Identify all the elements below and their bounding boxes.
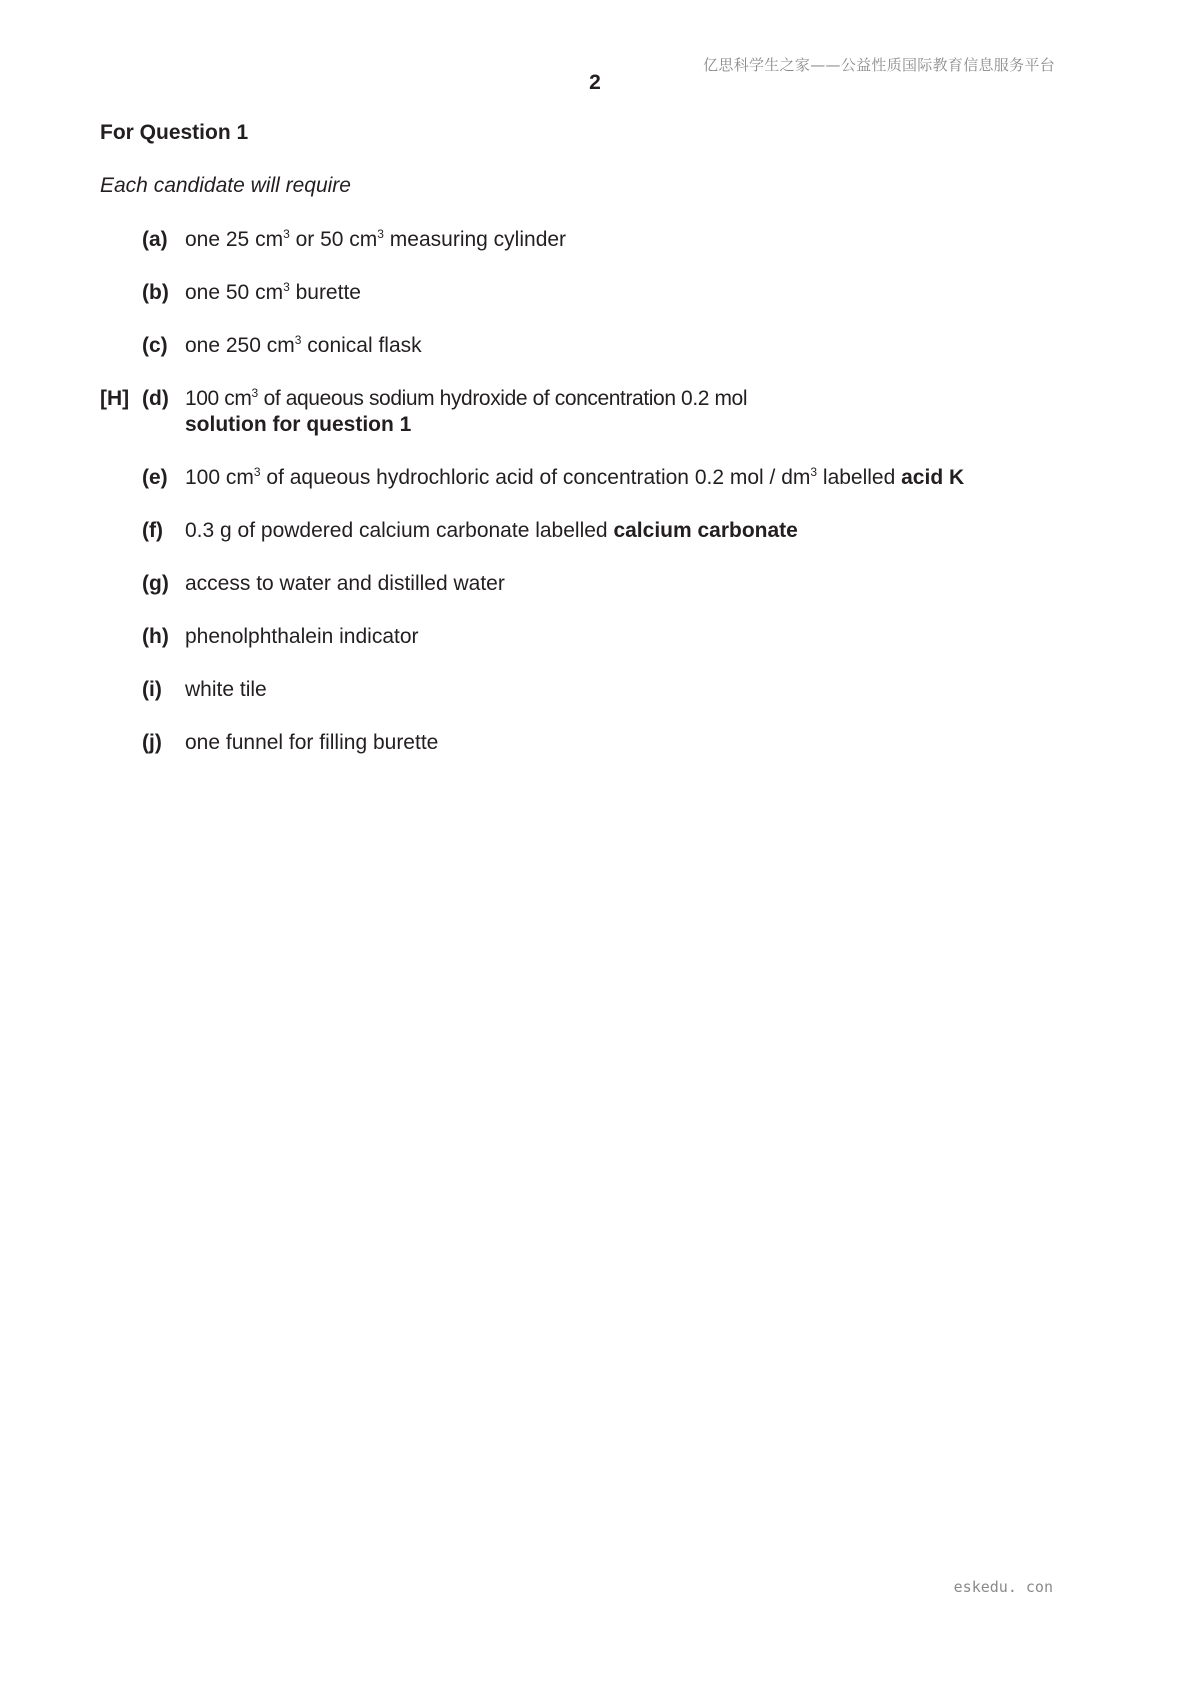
item-letter: (i) bbox=[142, 678, 162, 701]
item-text: 100 $cm^3$ of aqueous hydrochloric acid of concentration 0.2 mol / $dm^3$ labelled acid K bbox=[185, 465, 965, 489]
item-text: access to water and distilled water bbox=[185, 572, 505, 595]
intro-text: Each candidate will require bbox=[100, 174, 351, 197]
item-text: 0.3 g of powdered calcium carbonate labelled calcium carbonate bbox=[185, 519, 798, 542]
item-text: 100 $cm^3$ of aqueous sodium hydroxide of concentration 0.2 mol solution for question 1 bbox=[185, 386, 748, 436]
item-text: one funnel for filling burette bbox=[185, 731, 439, 754]
item-text: white tile bbox=[185, 678, 267, 701]
item-text: phenolphthalein indicator bbox=[185, 625, 419, 648]
section-heading: For Question 1 bbox=[100, 121, 249, 144]
item-letter: (a) bbox=[142, 228, 168, 251]
item-letter: (h) bbox=[142, 625, 169, 648]
higher-tier-marker: [H] bbox=[100, 387, 130, 410]
item-text: one 25 $cm^3$ or 50 $cm^3$ measuring cylinder bbox=[185, 227, 567, 251]
item-letter: (j) bbox=[142, 731, 162, 754]
item-letter: (f) bbox=[142, 519, 163, 542]
item-letter: (e) bbox=[142, 466, 168, 489]
item-text: one 250 $cm^3$ conical flask bbox=[185, 333, 422, 357]
item-text-line2: solution for question 1 bbox=[185, 413, 412, 436]
watermark-header: 亿思科学生之家——公益性质国际教育信息服务平台 bbox=[703, 56, 1055, 74]
item-letter: (c) bbox=[142, 334, 168, 357]
watermark-footer: eskedu. con bbox=[953, 1578, 1053, 1596]
item-letter: (d) bbox=[142, 387, 169, 410]
item-letter: (g) bbox=[142, 572, 169, 595]
item-text: one 50 $cm^3$ burette bbox=[185, 280, 361, 304]
page-number: 2 bbox=[589, 71, 601, 94]
item-letter: (b) bbox=[142, 281, 169, 304]
